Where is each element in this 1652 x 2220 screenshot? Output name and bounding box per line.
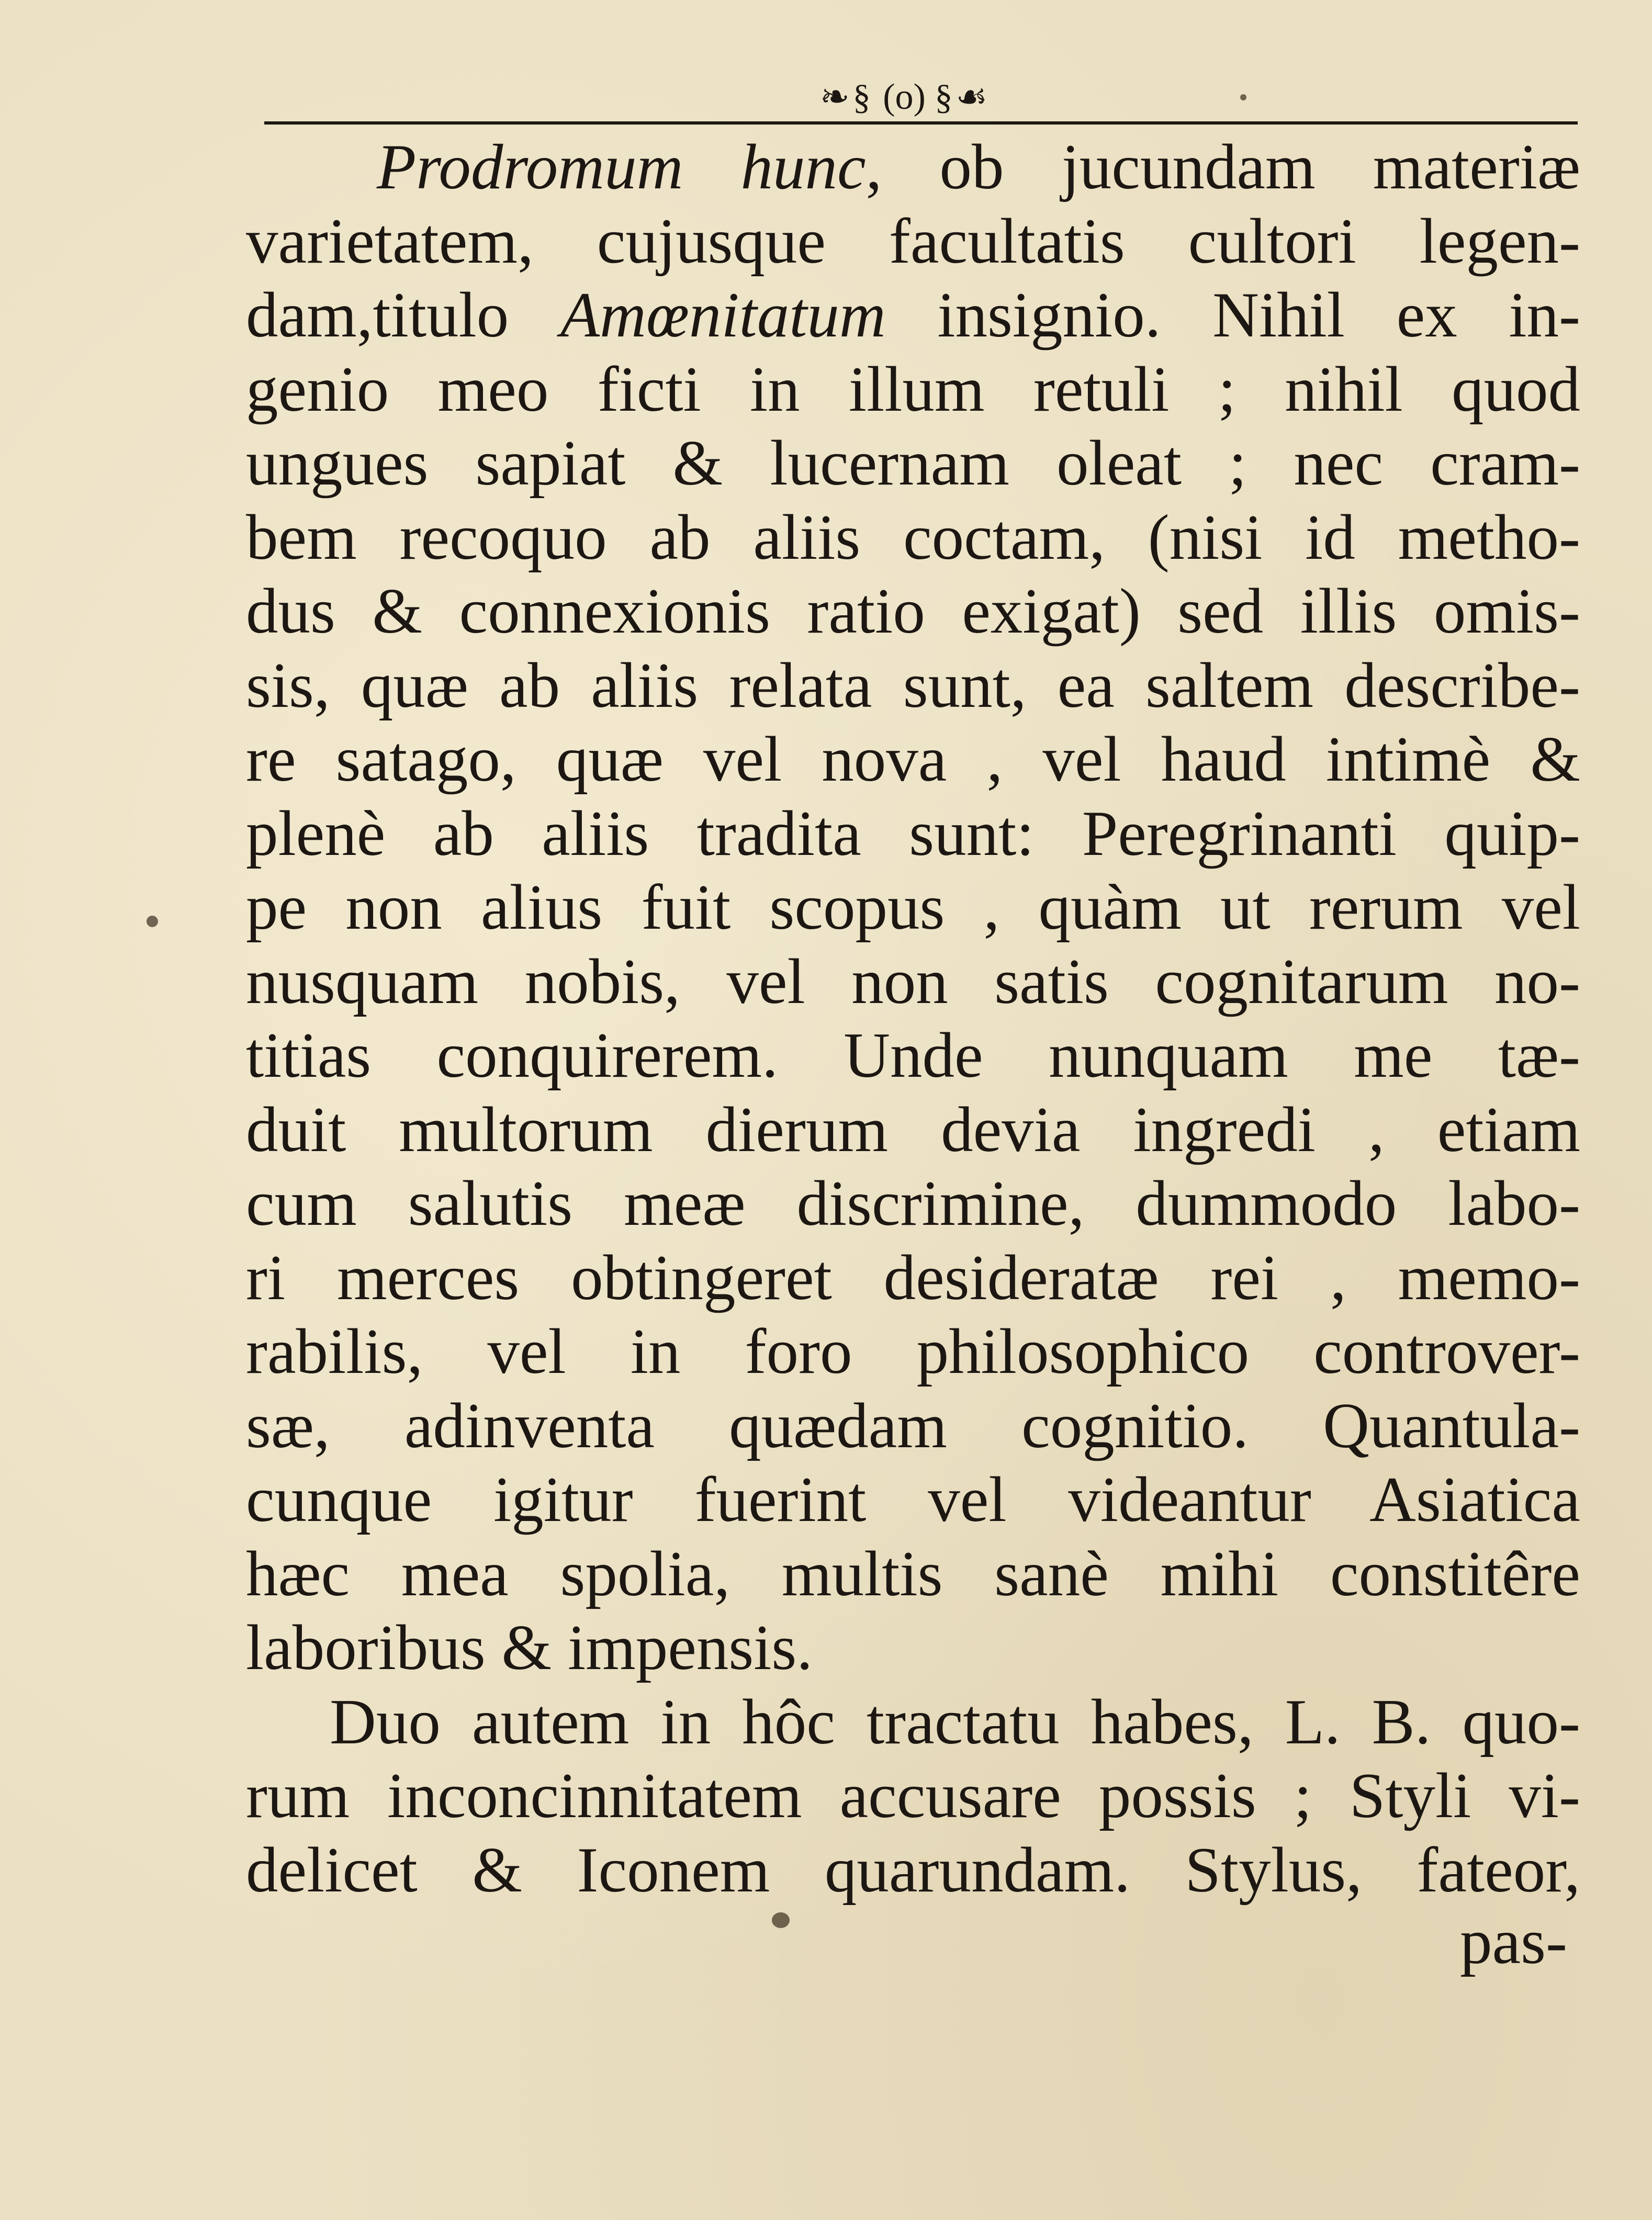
text-line: sis, quæ ab aliis relata sunt, ea saltem describe- bbox=[246, 649, 1580, 721]
fleuron-left-icon: ❧§ bbox=[819, 77, 874, 117]
text-line: dus & connexionis ratio exigat) sed illis omis- bbox=[246, 575, 1580, 647]
header-rule bbox=[264, 121, 1578, 125]
text-line: titias conquirerem. Unde nunquam me tæ- bbox=[246, 1019, 1580, 1091]
text-line: nusquam nobis, vel non satis cognitarum no- bbox=[246, 945, 1580, 1017]
text-line: laboribus & impensis. bbox=[246, 1612, 813, 1683]
line-text: dam,titulo bbox=[246, 279, 560, 351]
text-line: delicet & Iconem quarundam. Stylus, fateor, bbox=[246, 1833, 1580, 1906]
text-line: re satago, quæ vel nova , vel haud intimè & bbox=[246, 723, 1580, 795]
text-line: plenè ab aliis tradita sunt: Peregrinanti quip- bbox=[246, 797, 1580, 869]
line-text: , ob jucundam materiæ bbox=[866, 131, 1581, 202]
body-text bbox=[246, 130, 1580, 1907]
text-line bbox=[246, 130, 1580, 204]
text-line: pe non alius fuit scopus , quàm ut rerum vel bbox=[246, 871, 1580, 943]
page-header bbox=[795, 73, 1015, 121]
line-text: insignio. Nihil ex in- bbox=[885, 279, 1580, 351]
catchword: pas- bbox=[1460, 1906, 1567, 1977]
signature-mark: (o) bbox=[883, 77, 926, 117]
text-line: genio meo ficti in illum retuli ; nihil quod bbox=[246, 353, 1580, 425]
ink-spot bbox=[772, 1912, 790, 1928]
text-line: sæ, adinventa quædam cognitio. Quantula- bbox=[246, 1389, 1580, 1461]
text-line bbox=[246, 278, 1580, 352]
text-line: rabilis, vel in foro philosophico controver- bbox=[246, 1315, 1580, 1387]
fleuron-right-icon: §☙ bbox=[935, 77, 991, 117]
text-line: ri merces obtingeret desideratæ rei , memo- bbox=[246, 1241, 1580, 1313]
text-line: duit multorum dierum devia ingredi , etiam bbox=[246, 1093, 1580, 1165]
text-line: cum salutis meæ discrimine, dummodo labo- bbox=[246, 1167, 1580, 1239]
text-line: ungues sapiat & lucernam oleat ; nec cram- bbox=[246, 427, 1580, 499]
text-line: rum inconcinnitatem accusare possis ; Styli vi- bbox=[246, 1760, 1580, 1831]
text-line: varietatem, cujusque facultatis cultori legen- bbox=[246, 205, 1580, 277]
ink-spot bbox=[1240, 94, 1246, 100]
text-line: bem recoquo ab aliis coctam, (nisi id metho- bbox=[246, 501, 1580, 573]
text-line: Duo autem in hôc tractatu habes, L. B. quo- bbox=[330, 1685, 1580, 1757]
text-line: hæc mea spolia, multis sanè mihi constitêre bbox=[246, 1537, 1580, 1609]
italic-phrase: Prodromum hunc bbox=[377, 131, 866, 202]
ink-spot bbox=[147, 916, 158, 927]
text-line: cunque igitur fuerint vel videantur Asiatica bbox=[246, 1463, 1580, 1535]
italic-phrase: Amœnitatum bbox=[560, 279, 886, 351]
